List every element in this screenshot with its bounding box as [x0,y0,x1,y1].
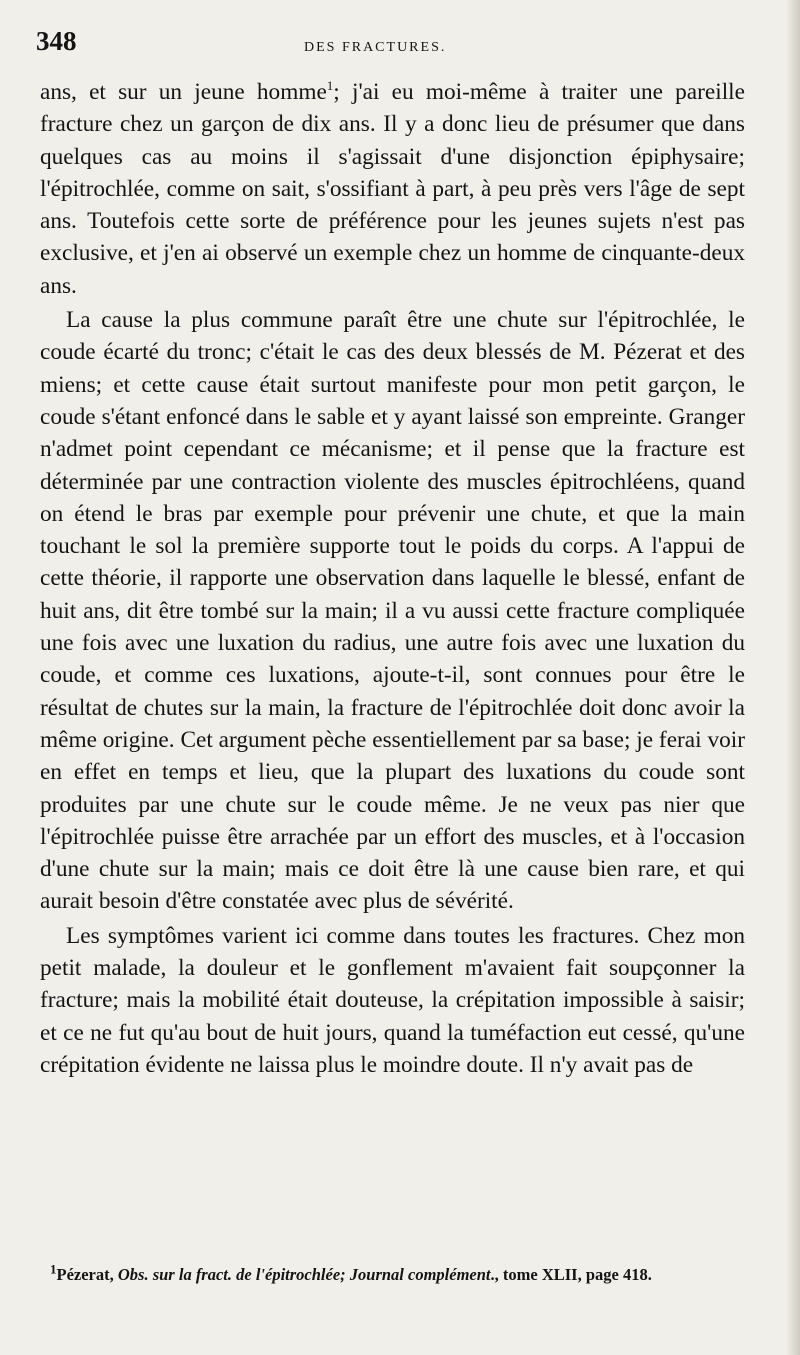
footnote [50,1262,750,1288]
footnote-title: Obs. sur la fract. de l'épitrochlée; Journal complément [117,1265,491,1284]
paragraph-2: La cause la plus commune paraît être une chute sur l'épitrochlée, le coude écarté du tronc; c'était le cas des deux blessés de M. Pézerat et des miens; et cette cause était surtout manifeste pour mon petit garçon, le coude s'étant enfoncé dans le sable et y ayant laissé son empreinte. Granger n'admet point cependant ce mécanisme; et il pense que la fracture est déterminée par une contraction violente des muscles épitrochléens, quand on étend le bras par exemple pour prévenir une chute, et que la main touchant le sol la première supporte tout le poids du corps. A l'appui de cette théorie, il rapporte une observation dans laquelle le blessé, enfant de huit ans, dit être tombé sur la main; il a vu aussi cette fracture compliquée une fois avec une luxation du radius, une autre fois avec une luxation du coude, et comme ces luxations, ajoute-t-il, sont connues pour être le résultat de chutes sur la main, la fracture de l'épitrochlée doit donc avoir la même origine. Cet argument pèche essentiellement par sa base; je ferai voir en effet en temps et lieu, que la plupart des luxations du coude sont produites par une chute sur le coude même. Je ne veux pas nier que l'épitrochlée puisse être arrachée par un effort des muscles, et à l'occasion d'une chute sur la main; mais ce doit être là une cause bien rare, et qui aurait besoin d'être constatée avec plus de sévérité. [40,307,745,915]
paragraph-1-rest: ; j'ai eu moi-même à traiter une pareille fracture chez un garçon de dix ans. Il y a donc lieu de présumer que dans quelques cas au moins il s'agissait d'une disjonction épiphysaire; l'épitrochlée, comme on sait, s'ossifiant à part, à peu près vers l'âge de sept ans. Toutefois cette sorte de préférence pour les jeunes sujets n'est pas exclusive, et j'en ai observé un exemple chez un homme de cinquante-deux ans. [40,79,745,299]
paragraph-1-start: ans, et sur un jeune homme [40,79,327,105]
page-number: 348 [36,26,77,56]
page-edge-shadow [786,0,800,1355]
paragraph-3: Les symptômes varient ici comme dans toutes les fractures. Chez mon petit malade, la douleur et le gonflement m'avaient fait soupçonner la fracture; mais la mobilité était douteuse, la crépitation impossible à saisir; et ce ne fut qu'au bout de huit jours, quand la tuméfaction eut cessé, qu'une crépitation évidente ne laissa plus le moindre doute. Il n'y avait pas de [40,922,745,1078]
footnote-source: ., tome XLII, page 418. [490,1265,652,1284]
running-head: DES FRACTURES. [304,40,447,55]
footnote-author: Pézerat, [56,1265,118,1284]
page-header [36,20,756,60]
paragraph-1 [40,76,745,302]
footnote-number: 1 [50,1261,57,1277]
body-text [40,76,745,1081]
footnote-mark: 1 [326,78,334,94]
